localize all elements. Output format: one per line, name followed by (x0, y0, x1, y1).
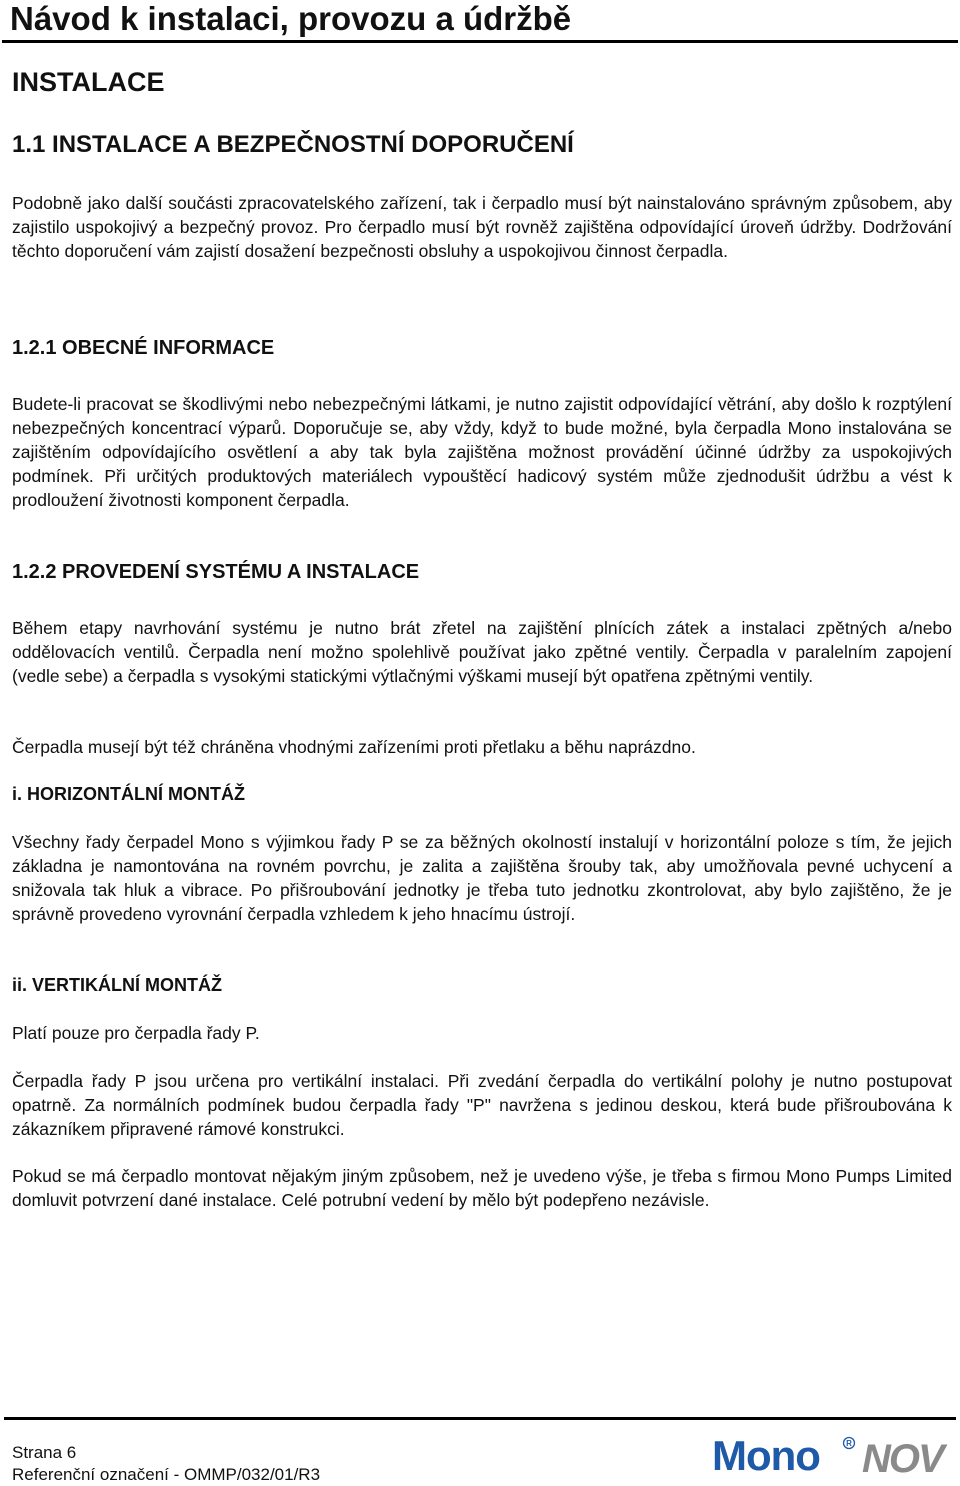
intro-paragraph: Podobně jako další součásti zpracovatelského zařízení, tak i čerpadlo musí být nainstalováno správným způsobem, aby zajistilo uspokojivý a bezpečný provoz. Pro čerpadlo musí být rovněž zajištěna odpovídající úroveň údržby. Dodržování těchto doporučení vám zajistí dosažení bezpečnosti obsluhy a uspokojivou činnost čerpadla. (12, 193, 952, 261)
general-info-heading: 1.2.1 OBECNÉ INFORMACE (12, 337, 275, 359)
company-logo (712, 1432, 948, 1479)
horizontal-mount-paragraph: Všechny řady čerpadel Mono s výjimkou řady P se za běžných okolností instalují v horizontální poloze s tím, že jejich základna je namontována na rovném povrchu, je zalita a zajištěna šrouby tak, aby umožňovala pevné uchycení a snižovala tak hluk a vibrace. Po přišroubování jednotky je třeba tuto jednotku zkontrolovat, aby bylo zajištěno, že je správně provedeno vyrovnání čerpadla vzhledem k jeho hnacímu ústrojí. (12, 832, 952, 924)
installation-heading: INSTALACE (12, 67, 165, 97)
nov-logo-icon (862, 1438, 948, 1476)
vertical-mount-paragraph-2: Čerpadla řady P jsou určena pro vertikální instalaci. Při zvedání čerpadla do vertikální polohy je nutno postupovat opatrně. Za normálních podmínek budou čerpadla řady "P" navržena s jedinou deskou, která bude přišroubována k zákazníkem připravené rámové konstrukci. (12, 1071, 952, 1139)
reference-code: Referenční označení - OMMP/032/01/R3 (12, 1465, 321, 1484)
system-design-paragraph-2: Čerpadla musejí být též chráněna vhodnými zařízeními proti přetlaku a běhu naprázdno. (12, 737, 696, 757)
footer-divider (4, 1417, 956, 1420)
title-divider (2, 40, 958, 43)
vertical-mount-paragraph-1: Platí pouze pro čerpadla řady P. (12, 1023, 260, 1043)
mono-logo-text: Mono (712, 1432, 820, 1479)
vertical-mount-heading: ii. VERTIKÁLNÍ MONTÁŽ (12, 975, 222, 995)
section-heading-safety: 1.1 INSTALACE A BEZPEČNOSTNÍ DOPORUČENÍ (12, 131, 574, 158)
system-design-heading: 1.2.2 PROVEDENÍ SYSTÉMU A INSTALACE (12, 561, 420, 583)
svg-text:NOV: NOV (862, 1438, 943, 1476)
page-number: Strana 6 (12, 1443, 77, 1462)
page-title: Návod k instalaci, provozu a údržbě (10, 0, 572, 37)
vertical-mount-paragraph-3: Pokud se má čerpadlo montovat nějakým jiným způsobem, než je uvedeno výše, je třeba s firmou Mono Pumps Limited domluvit potvrzení dané instalace. Celé potrubní vedení by mělo být podepřeno nezávisle. (12, 1166, 952, 1210)
svg-text:R: R (846, 1439, 852, 1448)
horizontal-mount-heading: i. HORIZONTÁLNÍ MONTÁŽ (12, 784, 245, 804)
general-info-paragraph: Budete-li pracovat se škodlivými nebo nebezpečnými látkami, je nutno zajistit odpovídající větrání, aby došlo k rozptýlení nebezpečných koncentrací výparů. Doporučuje se, aby vždy, když to bude možné, byla čerpadla Mono instalována se zajištěním odpovídajícího osvětlení a aby tak byla zajištěna možnost provádění účinné údržby za uspokojivých podmínek. Při určitých produktových materiálech vypouštěcí hadicový systém může zjednodušit údržbu a vést k prodloužení životnosti komponent čerpadla. (12, 394, 952, 510)
registered-mark-icon (842, 1436, 856, 1450)
system-design-paragraph-1: Během etapy navrhování systému je nutno brát zřetel na zajištění plnících zátek a instalaci zpětných a/nebo oddělovacích ventilů. Čerpadla není možno spolehlivě používat jako zpětné ventily. Čerpadla v paralelním zapojení (vedle sebe) a čerpadla s vysokými statickými výtlačnými výškami musejí být opatřena zpětnými ventily. (12, 618, 952, 686)
